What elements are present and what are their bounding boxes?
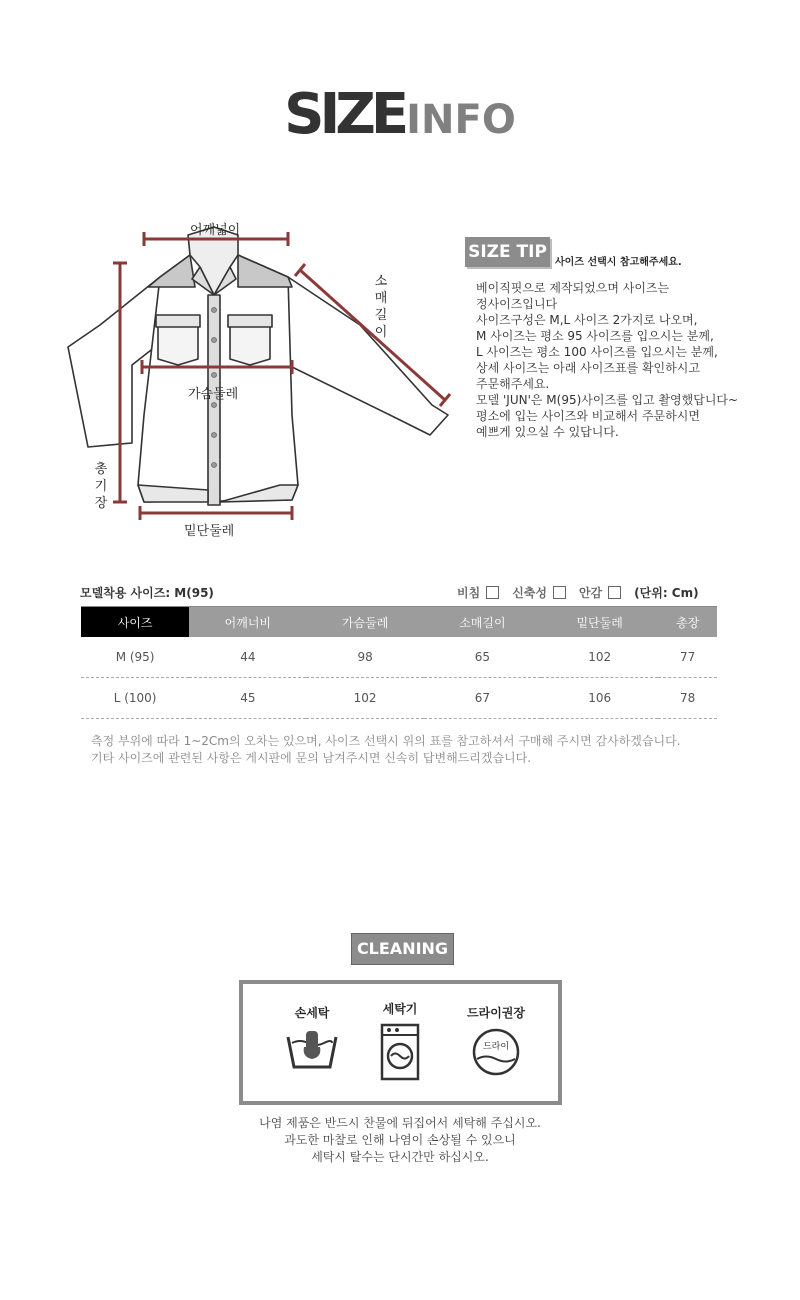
table-cell: 44 [189, 637, 306, 678]
table-cell: 65 [424, 637, 541, 678]
hand-wash-icon [282, 1027, 342, 1077]
note-line: 측정 부위에 따라 1~2Cm의 오차는 있으며, 사이즈 선택시 위의 표를 참고하셔서 구매해 주시면 감사하겠습니다. [91, 734, 681, 748]
tip-line: 상세 사이즈는 아래 사이즈표를 확인하시고 [476, 361, 700, 375]
tip-line: 평소에 입는 사이즈와 비교해서 주문하시면 [476, 409, 700, 423]
cleaning-note-line: 세탁시 탈수는 단시간만 하십시오. [311, 1150, 489, 1164]
shoulder-label: 어깨넓이 [190, 223, 241, 238]
cleaning-notes [0, 1115, 800, 1166]
tip-line: M 사이즈는 평소 95 사이즈를 입으시는 분께, [476, 329, 714, 343]
hand-wash-item [267, 1004, 357, 1081]
dry-clean-icon [471, 1027, 521, 1077]
dry-clean-item [451, 1004, 541, 1077]
lining-checkbox [608, 586, 621, 599]
sheer-checkbox [486, 586, 499, 599]
col-hem: 밑단둘레 [541, 607, 658, 638]
tip-line: 모델 'JUN'은 M(95)사이즈를 입고 촬영했답니다~ [476, 393, 739, 407]
tip-line: 예쁘게 있으실 수 있답니다. [476, 425, 619, 439]
table-row [81, 678, 717, 719]
table-cell: 67 [424, 678, 541, 719]
table-cell: 98 [306, 637, 423, 678]
col-size: 사이즈 [81, 607, 189, 638]
note-line: 기타 사이즈에 관련된 사항은 게시판에 문의 남겨주시면 신속히 답변해드리겠습니다. [91, 751, 532, 765]
table-header-row [81, 607, 717, 638]
table-cell: M (95) [81, 637, 189, 678]
title-sub: INFO [406, 97, 516, 143]
feature-sheer: 비침 [457, 584, 499, 601]
unit-label: (단위: Cm) [634, 586, 699, 600]
cleaning-note-line: 과도한 마찰로 인해 나염이 손상될 수 있으니 [284, 1133, 516, 1147]
tip-line: 주문해주세요. [476, 377, 550, 391]
length-label: 총 기 장 [94, 462, 108, 511]
washing-machine-item [355, 1000, 445, 1085]
cleaning-badge: CLEANING [351, 933, 454, 965]
col-sleeve: 소매길이 [424, 607, 541, 638]
tip-line: 사이즈구성은 M,L 사이즈 2가지로 나오며, [476, 313, 698, 327]
hand-wash-label: 손세탁 [294, 1006, 330, 1020]
fabric-features [457, 584, 699, 601]
tip-line: 정사이즈입니다 [476, 297, 558, 311]
table-cell: 45 [189, 678, 306, 719]
size-info-title [0, 82, 800, 147]
col-chest: 가슴둘레 [306, 607, 423, 638]
table-cell: 77 [658, 637, 717, 678]
washing-machine-label: 세탁기 [382, 1002, 418, 1016]
table-cell: 102 [306, 678, 423, 719]
stretch-checkbox [553, 586, 566, 599]
size-tip-text [476, 280, 738, 440]
col-length: 총장 [658, 607, 717, 638]
cleaning-icons-box [239, 980, 562, 1105]
measurement-note [91, 733, 680, 767]
col-shoulder: 어깨너비 [189, 607, 306, 638]
table-cell: 102 [541, 637, 658, 678]
tip-line: 베이직핏으로 제작되었으며 사이즈는 [476, 281, 670, 295]
washing-machine-icon [375, 1023, 425, 1081]
feature-stretch: 신축성 [512, 584, 566, 601]
dry-clean-label: 드라이권장 [467, 1006, 525, 1020]
table-cell: 78 [658, 678, 717, 719]
table-cell: L (100) [81, 678, 189, 719]
shirt-illustration [60, 215, 460, 545]
sleeve-label: 소 매 길 이 [374, 274, 388, 340]
title-main: SIZE [284, 82, 405, 147]
shirt-diagram [60, 215, 460, 545]
table-cell: 106 [541, 678, 658, 719]
size-table [81, 606, 717, 719]
chest-label: 가슴둘레 [188, 387, 239, 402]
feature-lining: 안감 [579, 584, 621, 601]
cleaning-note-line: 나염 제품은 반드시 찬물에 뒤집어서 세탁해 주십시오. [259, 1116, 541, 1130]
table-row [81, 637, 717, 678]
model-size-label: 모델착용 사이즈: M(95) [80, 586, 214, 600]
dry-clean-text: 드라이 [482, 1042, 510, 1052]
tip-line: L 사이즈는 평소 100 사이즈를 입으시는 분께, [476, 345, 718, 359]
hem-label: 밑단둘레 [184, 524, 235, 539]
size-tip-badge: SIZE TIP [465, 237, 550, 267]
size-tip-title: 사이즈 선택시 참고해주세요. [555, 257, 682, 268]
